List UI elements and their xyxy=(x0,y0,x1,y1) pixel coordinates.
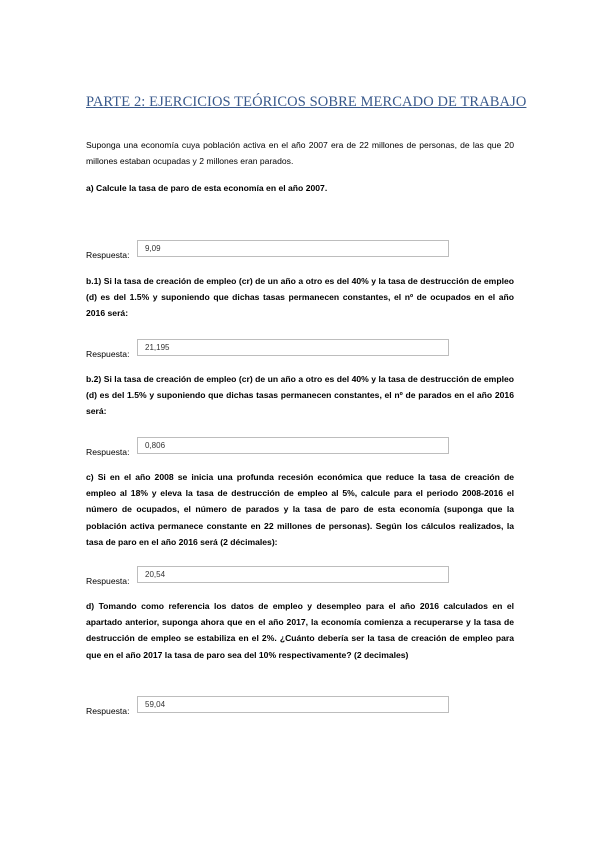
answer-label: Respuesta: xyxy=(86,447,130,457)
question-b1: b.1) Si la tasa de creación de empleo (cr) de un año a otro es del 40% y la tasa de destrucción de empleo (d) es del 1.5% y suponiendo que dichas tasas permanecen constantes, el nº de ocupados en el año 2016 será: xyxy=(86,276,514,319)
question-c: c) Si en el año 2008 se inicia una profunda recesión económica que reduce la tasa de creación de empleo al 18% y eleva la tasa de destrucción de empleo al 5%, calcule para el periodo 2008-2016 el número de ocupados, el número de parados y la tasa de paro de esta economía (suponga que la población activa permanece constante en 22 millones de personas). Según los cálculos realizados, la tasa de paro en el año 2016 será (2 décimales): xyxy=(86,472,514,547)
answer-label: Respuesta: xyxy=(86,349,130,359)
answer-label: Respuesta: xyxy=(86,706,130,716)
question-a: a) Calcule la tasa de paro de esta economía en el año 2007. xyxy=(86,183,328,193)
answer-field-a[interactable] xyxy=(137,240,449,257)
answer-field-b2[interactable] xyxy=(137,437,449,454)
answer-field-b1[interactable] xyxy=(137,339,449,356)
answer-label: Respuesta: xyxy=(86,576,130,586)
answer-field-d[interactable] xyxy=(137,696,449,713)
answer-field-c[interactable] xyxy=(137,566,449,583)
question-d: d) Tomando como referencia los datos de empleo y desempleo para el año 2016 calculados en el apartado anterior, suponga ahora que en el año 2017, la economía comienza a recuperarse y la tasa de destrucción de empleo se estabiliza en el 2%. ¿Cuánto debería ser la tasa de creación de empleo para que en el año 2017 la tasa de paro sea del 10% respectivamente? (2 decimales) xyxy=(86,601,514,660)
page-title: PARTE 2: EJERCICIOS TEÓRICOS SOBRE MERCADO DE TRABAJO xyxy=(86,94,527,110)
intro-paragraph: Suponga una economía cuya población activa en el año 2007 era de 22 millones de personas, de las que 20 millones estaban ocupadas y 2 millones eran parados. xyxy=(86,140,514,167)
question-b2: b.2) Si la tasa de creación de empleo (cr) de un año a otro es del 40% y la tasa de destrucción de empleo (d) es del 1.5% y suponiendo que dichas tasas permanecen constantes, el nº de parados en el año 2016 será: xyxy=(86,374,514,417)
answer-label: Respuesta: xyxy=(86,250,130,260)
